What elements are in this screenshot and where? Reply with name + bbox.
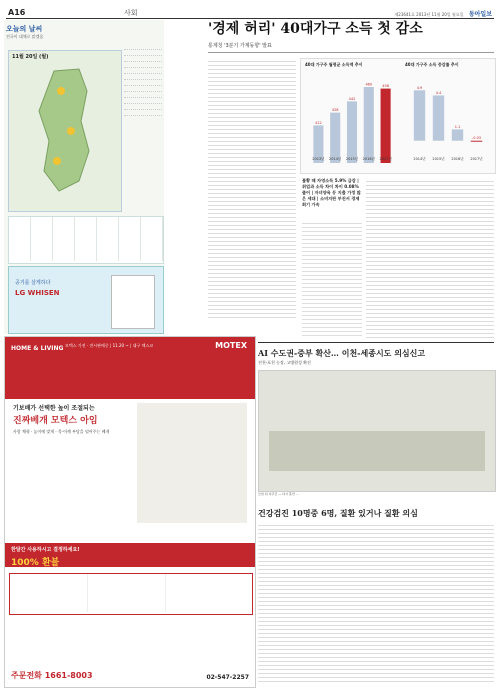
pullquote: 불황 때 자영소득 5.9% 급감 | 취업과 소득 차이 차이 0.08% 줄어 | 자녀양육 등 지출 가정 많은 세대 | 소비지판 부진서 경제회기 가속: [302, 178, 361, 207]
air-conditioner-image: [111, 275, 155, 329]
weather-subtitle: 전국이 대체로 맑겠음: [6, 34, 44, 39]
lg-whisen-ad: [8, 266, 164, 334]
charts-panel: [300, 58, 496, 174]
chart-data-label: 428: [331, 108, 339, 113]
chart-data-label: 442: [348, 96, 356, 101]
logo: 동아일보: [468, 11, 492, 18]
order-phone-2[interactable]: 02-547-2257: [206, 674, 249, 681]
chart-bar: [452, 129, 463, 140]
rule: [258, 342, 494, 343]
chart-tick-label: 2015년: [432, 157, 445, 161]
chart-data-label: 4.4: [435, 90, 442, 95]
weather-map-title: 11월 20일 (월): [12, 54, 49, 60]
ad-banner-text: 모텍스 가전 · 전시판매중 | 11.20 ~ | 대구 엑스코: [65, 343, 154, 348]
weather-map: [8, 50, 122, 212]
weather-title: 오늘의 날씨: [6, 25, 43, 33]
ad-top-banner: [5, 337, 255, 399]
order-phone[interactable]: 주문전화 1661-8003: [11, 671, 93, 680]
chart-data-label: 412: [315, 120, 322, 125]
section-title: 사회: [124, 9, 138, 17]
ad-bottom: [5, 543, 255, 687]
price-table: [9, 573, 253, 615]
chart-tick-label: 2014년: [413, 157, 426, 161]
ad-headline: 기보배가 선택한 높이 조절되는: [13, 405, 95, 412]
weekly-forecast-table: [8, 216, 164, 264]
chart-bar: [381, 89, 391, 163]
chart-tick-label: 2017년: [470, 157, 483, 161]
main-body-text-3: [302, 220, 362, 338]
chart-bar: [364, 87, 374, 163]
ad-description: 사람 체형 · 높이에 맞게 · 목·어깨 부담을 덜어주는 베개: [13, 429, 110, 434]
chart-data-label: 460: [365, 82, 373, 87]
story3-headline: 건강검진 10명중 6명, 질환 있거나 질환 의심: [258, 508, 418, 518]
chart-data-label: -0.03: [471, 136, 482, 141]
income-bar-chart: [305, 73, 399, 163]
motex-ad: [4, 336, 256, 688]
main-headline: '경제 허리' 40대가구 소득 첫 감소: [208, 21, 423, 37]
story2-headline: AI 수도권-중부 확산… 이천-세종시도 의심신고: [258, 348, 426, 358]
story2-subhead: 진천-포천 농장, 고병원성 확진: [258, 360, 311, 365]
chart-bar: [433, 95, 444, 140]
growth-bar-chart: [405, 73, 491, 163]
refund-banner: [5, 543, 255, 567]
chart-left-title: 40대 가구주 월평균 소득액 추이: [305, 62, 363, 67]
chart-tick-label: 2016년: [362, 157, 375, 161]
chart-tick-label: 2016년: [451, 157, 464, 161]
main-subhead: 통계청 '3분기 가계동향' 발표: [208, 43, 272, 49]
chart-right-title: 40대 가구주 소득 증감률 추이: [405, 62, 459, 67]
chart-tick-label: 2017년: [379, 157, 392, 161]
ad-product-name: 진짜베개 모텍스 아임: [13, 416, 98, 426]
chart-data-label: 458: [382, 84, 389, 89]
chart-data-label: 1.1: [454, 124, 461, 129]
weather-city-list: [124, 44, 162, 214]
ad-line1: 공기를 살게하다: [15, 280, 51, 286]
story2-caption: 모일 뒤 이주간 — 다시 훈련 …: [258, 492, 299, 496]
chart-tick-label: 2013년: [312, 157, 325, 161]
chart-tick-label: 2014년: [329, 157, 342, 161]
korea-map-icon: [9, 51, 121, 211]
date-line: [394, 9, 492, 18]
main-body-text-2: [366, 178, 494, 338]
sun-icon: [57, 87, 65, 95]
brand-logo: MOTEX: [215, 341, 247, 350]
ad-line2: LG WHISEN: [15, 289, 60, 297]
model-photo: [137, 403, 247, 523]
chart-bar: [330, 113, 340, 163]
rule: [208, 52, 494, 53]
main-body-text: [208, 58, 296, 318]
chart-tick-label: 2015년: [345, 157, 359, 161]
chart-bar: [347, 101, 357, 163]
sun-icon: [67, 127, 75, 135]
page-number: A16: [8, 8, 26, 17]
chart-bar: [414, 90, 425, 140]
refund-big: 100% 환불: [11, 558, 60, 568]
refund-title: 한달간 사용하시고 결정하세요!: [11, 547, 80, 553]
military-photo-icon: [259, 371, 495, 491]
home-living-label: HOME & LIVING: [11, 345, 64, 352]
sun-icon: [53, 157, 61, 165]
story3-body: [258, 522, 494, 682]
story2-photo: [258, 370, 496, 492]
chart-data-label: 4.9: [416, 85, 423, 90]
chart-bar: [471, 141, 482, 142]
date-text: 제23641호 2013년 11월 20일 월요일: [394, 12, 464, 17]
